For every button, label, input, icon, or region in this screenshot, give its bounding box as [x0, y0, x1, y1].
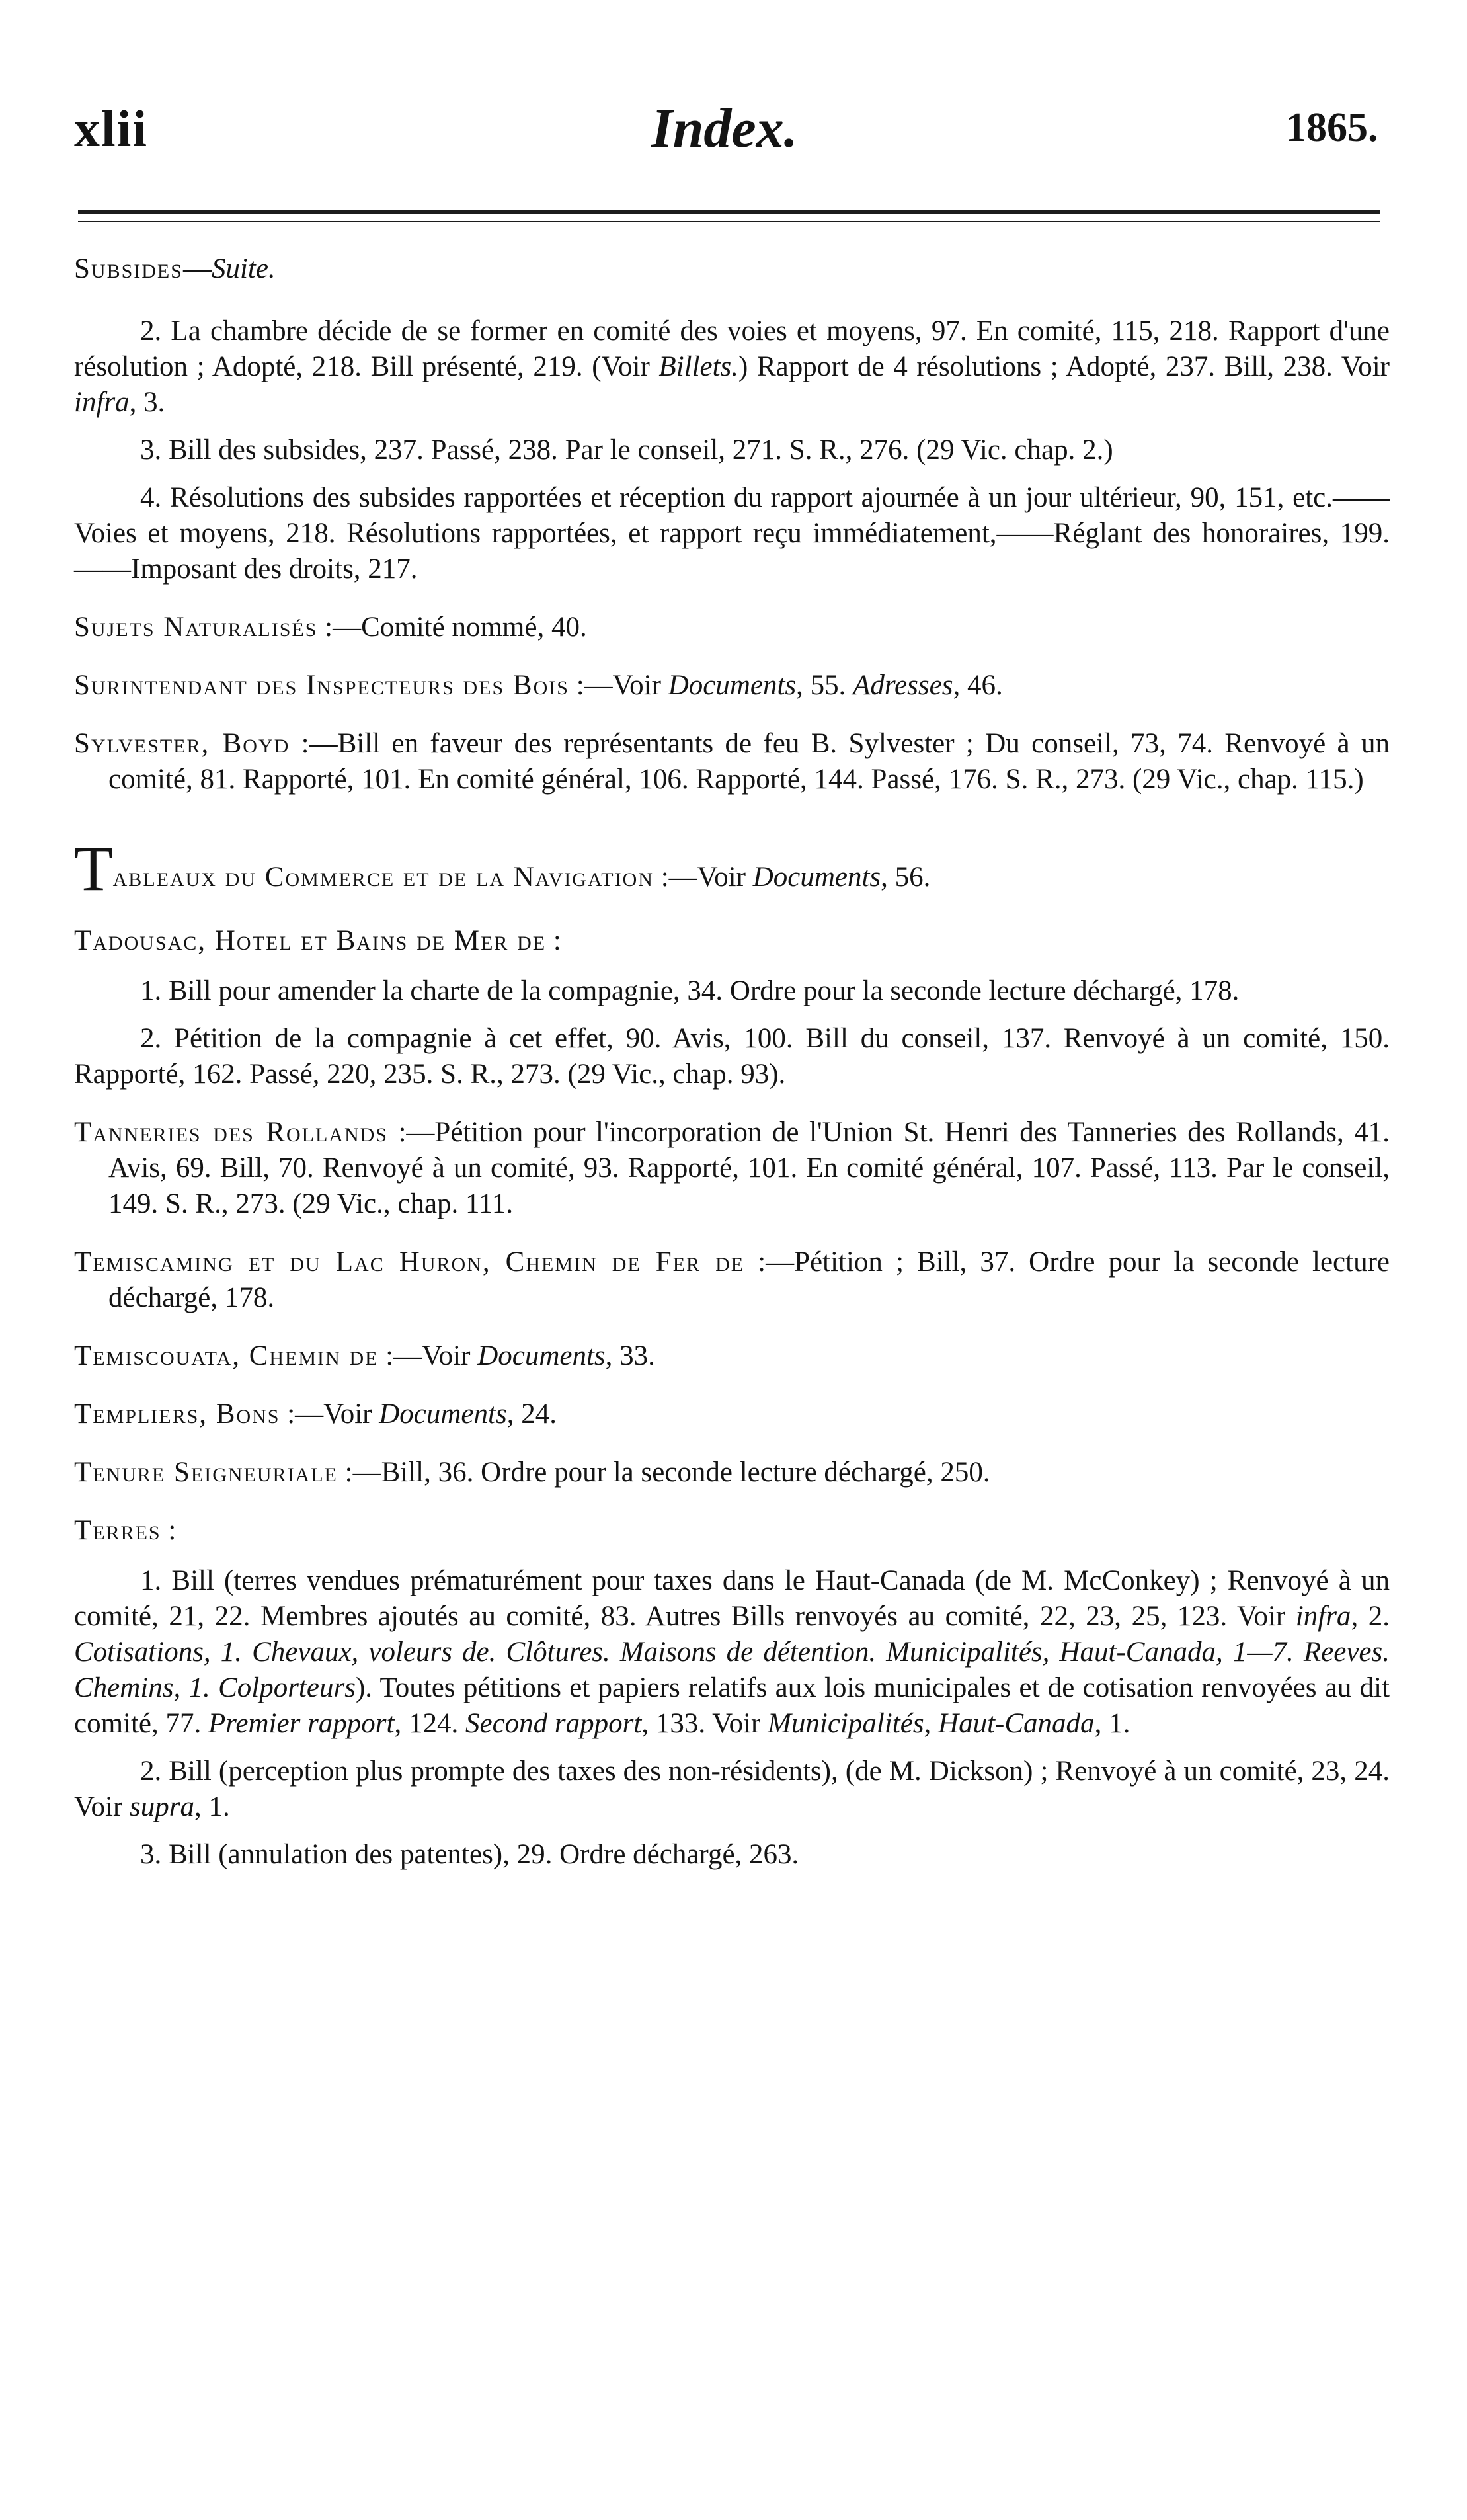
subsides-item-2: 2. La chambre décide de se former en comité des voies et moyens, 97. En comité, 115, 218. Rapport d'une résolution ; Adopté, 218. Bill présenté, 219. (Voir Billets.) Rapport de 4 résolutions ; Adopté, 237. Bill, 238. Voir infra, 3. — [74, 315, 1390, 418]
entry-head: Templiers, Bons — [74, 1399, 280, 1430]
entry-head: Tenure Seigneuriale — [74, 1457, 338, 1488]
terres-item-3: 3. Bill (annulation des patentes), 29. Ordre déchargé, 263. — [140, 1839, 799, 1870]
subsides-item-3: 3. Bill des subsides, 237. Passé, 238. Par le conseil, 271. S. R., 276. (29 Vic. chap. 2.) — [140, 434, 1113, 466]
entry-surintendant: Surintendant des Inspecteurs des Bois :—Voir Documents, 55. Adresses, 46. — [74, 670, 1003, 701]
terres-item-1: 1. Bill (terres vendues prématurément pour taxes dans le Haut-Canada (de M. McConkey) ; Renvoyé à un comité, 21, 22. Membres ajoutés au comité, 83. Autres Bills renvoyés au comité, 22, 23, 25, 123. Voir infra, 2. Cotisations, 1. Chevaux, voleurs de. Clôtures. Maisons de détention. Municipalités, Haut-Canada, 1—7. Reeves. Chemins, 1. Colporteurs). Toutes pétitions et papiers relatifs aux lois municipales et de cotisation renvoyées au dit comité, 77. Premier rapport, 124. Second rapport, 133. Voir Municipalités, Haut-Canada, 1. — [74, 1565, 1390, 1739]
entry-tadousac: Tadousac, Hotel et Bains de Mer de : — [74, 925, 561, 956]
subsides-item-4: 4. Résolutions des subsides rapportées et réception du rapport ajournée à un jour ultérieur, 90, 151, etc.——Voies et moyens, 218. Résolutions rapportées, et rapport reçu immédiatement,——Réglant des honoraires, 199.——Imposant des droits, 217. — [74, 482, 1390, 585]
entry-templiers: Templiers, Bons :—Voir Documents, 24. — [74, 1399, 557, 1430]
entry-tenure-seigneuriale: Tenure Seigneuriale :—Bill, 36. Ordre pour la seconde lecture déchargé, 250. — [74, 1457, 990, 1488]
page-year: 1865. — [1286, 105, 1378, 150]
page-header — [0, 0, 1467, 172]
terres-item-2: 2. Bill (perception plus prompte des taxes des non-résidents), (de M. Dickson) ; Renvoyé à un comité, 23, 24. Voir supra, 1. — [74, 1756, 1390, 1822]
tadousac-item-1: 1. Bill pour amender la charte de la compagnie, 34. Ordre pour la seconde lecture déchargé, 178. — [140, 975, 1240, 1006]
page-number: xlii — [74, 100, 149, 157]
entry-head: Terres — [74, 1515, 161, 1546]
entry-head: ableaux du Commerce et de la Navigation — [112, 862, 654, 893]
index-body — [74, 251, 1390, 1885]
entry-head: Subsides — [74, 253, 183, 284]
entry-head: Temiscouata, Chemin de — [74, 1340, 379, 1371]
entry-head: Tanneries des Rollands — [74, 1117, 388, 1148]
entry-terres: Terres : — [74, 1515, 177, 1546]
entry-tableaux: Tableaux du Commerce et de la Navigation :—Voir Documents, 56. — [74, 833, 931, 904]
entry-tanneries: Tanneries des Rollands :—Pétition pour l'incorporation de l'Union St. Henri des Tanneries des Rollands, 41. Avis, 69. Bill, 70. Renvoyé à un comité, 93. Rapporté, 101. En comité général, 107. Passé, 113. Par le conseil, 149. S. R., 273. (29 Vic., chap. 111. — [74, 1117, 1390, 1219]
header-rule-thin — [78, 221, 1380, 222]
running-title: Index. — [651, 98, 798, 159]
entry-sylvester: Sylvester, Boyd :—Bill en faveur des représentants de feu B. Sylvester ; Du conseil, 73, 74. Renvoyé à un comité, 81. Rapporté, 101. En comité général, 106. Rapporté, 144. Passé, 176. S. R., 273. (29 Vic., chap. 115.) — [74, 728, 1390, 795]
entry-sujets-naturalises: Sujets Naturalisés :—Comité nommé, 40. — [74, 612, 587, 643]
tadousac-item-2: 2. Pétition de la compagnie à cet effet, 90. Avis, 100. Bill du conseil, 137. Renvoyé à un comité, 150. Rapporté, 162. Passé, 220, 235. S. R., 273. (29 Vic., chap. 93). — [74, 1023, 1390, 1090]
entry-head: Sylvester, Boyd — [74, 728, 290, 759]
entry-suite: Suite. — [211, 253, 276, 284]
entry-head: Surintendant des Inspecteurs des Bois — [74, 670, 569, 701]
entry-subsides-heading: Subsides—Suite. — [74, 253, 276, 284]
entry-head: Sujets Naturalisés — [74, 612, 318, 643]
entry-temiscouata: Temiscouata, Chemin de :—Voir Documents, 33. — [74, 1340, 655, 1371]
entry-temiscaming: Temiscaming et du Lac Huron, Chemin de Fer de :—Pétition ; Bill, 37. Ordre pour la seconde lecture déchargé, 178. — [74, 1246, 1390, 1313]
header-rule-thick — [78, 210, 1380, 214]
section-initial-letter: T — [74, 833, 113, 904]
entry-head: Tadousac, Hotel et Bains de Mer de — [74, 925, 547, 956]
entry-head: Temiscaming et du Lac Huron, Chemin de Fer de — [74, 1246, 745, 1278]
